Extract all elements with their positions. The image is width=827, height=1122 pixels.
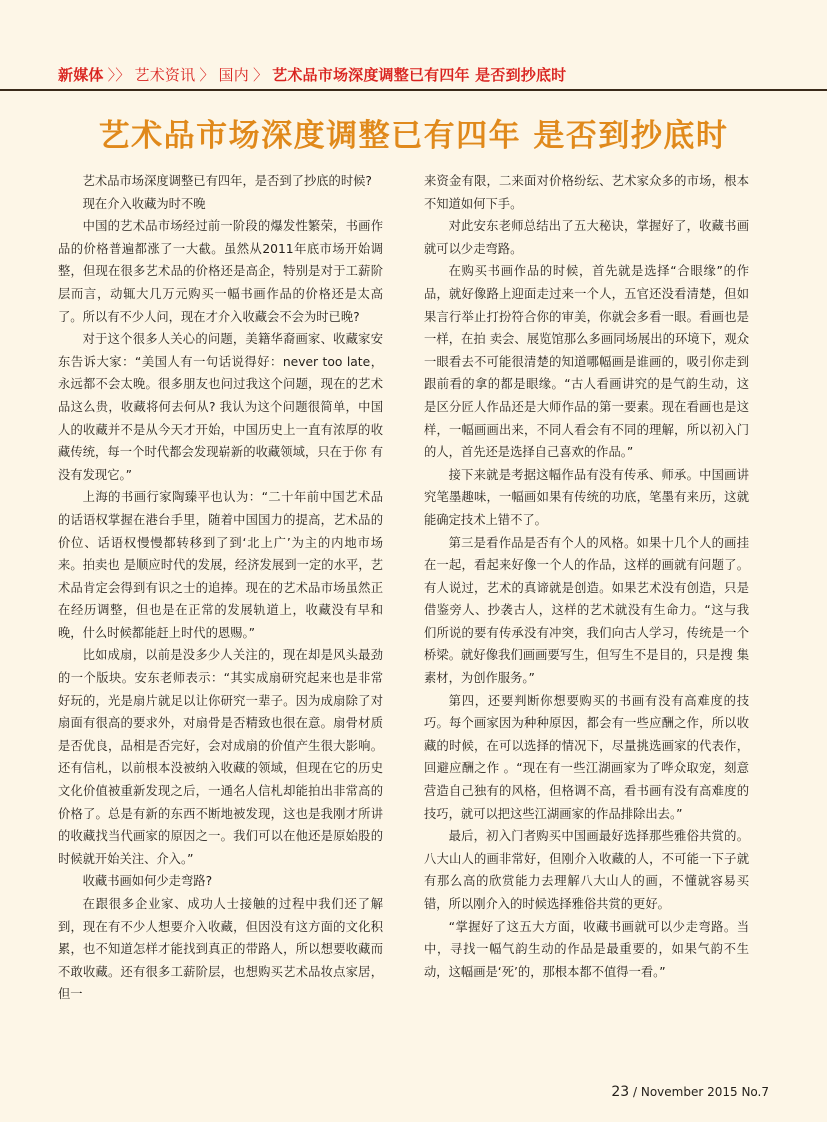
paragraph: 第三是看作品是否有个人的风格。如果十几个人的画挂在一起，看起来好像一个人的作品，这样的画就有问题了。有人说过，艺术的真谛就是创造。如果艺术没有创造，只是借鉴旁人、抄袭古人，这样的艺术就没有生命力。“这与我们所说的要有传承没有冲突，我们向古人学习，传统是一个桥梁。就好像我们画画要写生，但写生不是目的，只是搜 集素材，为创作服务。”	[424, 535, 749, 686]
paragraph: 对此安东老师总结出了五大秘诀，掌握好了，收藏书画就可以少走弯路。	[424, 219, 749, 256]
breadcrumb-item-new-media[interactable]: 新媒体	[58, 66, 104, 84]
page-footer	[611, 1084, 769, 1100]
breadcrumb-item-current: 艺术品市场深度调整已有四年 是否到抄底时	[272, 66, 567, 84]
footer-slash: /	[632, 1085, 638, 1099]
header-divider	[0, 89, 827, 91]
paragraph: 上海的书画行家陶臻平也认为：“二十年前中国艺术品的话语权掌握在港台手里，随着中国国力的提高，艺术品的价位、话语权慢慢都转移到了到‘北上广’为主的内地市场来。拍卖也 是顺应时代的发展，经济发展到一定的水平，艺术品肯定会得到有识之士的追捧。现在的艺术品市场虽然正在经历调整，但也是在正常的发展轨道上，收藏没有早和晚，什么时候都能赶上时代的恩赐。”	[58, 490, 383, 640]
page-top-margin	[0, 0, 827, 58]
article-title: 艺术品市场深度调整已有四年 是否到抄底时	[98, 118, 729, 154]
breadcrumb-separator: 〉	[199, 66, 215, 84]
paragraph: 接下来就是考据这幅作品有没有传承、师承。中国画讲究笔墨趣味，一幅画如果有传统的功底，笔墨有来历，这就能确定技术上错不了。	[424, 467, 749, 527]
article-right-column	[424, 170, 749, 983]
article-left-column	[58, 170, 383, 1006]
page-number: 23	[611, 1084, 630, 1100]
paragraph: 中国的艺术品市场经过前一阶段的爆发性繁荣，书画作品的价格普遍都涨了一大截。虽然从2011年底市场开始调整，但现在很多艺术品的价格还是高企，特别是对于工薪阶层而言，动辄大几万元购买一幅书画作品的价格还是太高了。所以有不少人问，现在才介入收藏会不会为时已晚?	[58, 219, 383, 324]
paragraph: 比如成扇，以前是没多少人关注的，现在却是风头最劲的一个版块。安东老师表示：“其实成扇研究起来也是非常好玩的，光是扇片就足以让你研究一辈子。因为成扇除了对扇面有很高的要求外，对扇骨是否精致也很在意。扇骨材质是否优良，品相是否完好，会对成扇的价值产生很大影响。还有信札，以前根本没被纳入收藏的领域，但现在它的历史文化价值被重新发现之后，一通名人信札却能拍出非常高的价格了。总是有新的东西不断地被发现，这也是我刚才所讲的收藏找当代画家的原因之一。我们可以在他还是原始股的时候就开始关注、介入。”	[58, 648, 383, 866]
paragraph: 第四，还要判断你想要购买的书画有没有高难度的技巧。每个画家因为种种原因，都会有一些应酬之作，所以收藏的时候，在可以选择的情况下，尽量挑选画家的代表作，回避应酬之作 。“现在有一些江湖画家为了哗众取宠，刻意营造自己独有的风格，但格调不高，看书画有没有高难度的技巧，就可以把这些江湖画家的作品排除出去。”	[424, 693, 749, 821]
breadcrumb-separator: 〉〉	[107, 66, 131, 84]
paragraph: 艺术品市场深度调整已有四年，是否到了抄底的时候?	[82, 174, 372, 188]
paragraph: 在购买书画作品的时候，首先就是选择“合眼缘”的作品，就好像路上迎面走过来一个人，五官还没看清楚，但如果言行举止打扮符合你的审美，你就会多看一眼。看画也是一样，在拍 卖会、展览馆那么多画同场展出的环境下，观众一眼看去不可能很清楚的知道哪幅画是谁画的，吸引你走到跟前看的拿的都是眼缘。“古人看画讲究的是气韵生动，这是区分匠人作品还是大师作品的第一要素。现在看画也是这样，一幅画画出来，不同人看会有不同的理解，所以初入门的人，首先还是选择自己喜欢的作品。”	[424, 264, 749, 460]
paragraph: 最后，初入门者购买中国画最好选择那些雅俗共赏的。八大山人的画非常好，但刚介入收藏的人，不可能一下子就有那么高的欣赏能力去理解八大山人的画，不懂就容易买错，所以刚介入的时候选择雅俗共赏的更好。	[424, 829, 749, 911]
paragraph: 对于这个很多人关心的问题，美籍华裔画家、收藏家安东告诉大家：“美国人有一句话说得好：never too late，永远都不会太晚。很多朋友也问过我这个问题，现在的艺术品这么贵，收藏将何去何从? 我认为这个问题很简单，中国人的收藏并不是从今天才开始，中国历史上一直有浓厚的收藏传统，每一个时代都会发现崭新的收藏领域，只在于你 有没有发现它。”	[58, 332, 383, 482]
paragraph: 在跟很多企业家、成功人士接触的过程中我们还了解到，现在有不少人想要介入收藏，但因没有这方面的文化积累，也不知道怎样才能找到真正的带路人，所以想要收藏而不敢收藏。还有很多工薪阶层，也想购买艺术品妆点家居，但一	[58, 897, 383, 1002]
breadcrumb-item-domestic[interactable]: 国内	[218, 66, 249, 84]
subheading: 现在介入收藏为时不晚	[82, 196, 206, 211]
breadcrumb-separator: 〉	[252, 66, 269, 84]
issue-label: November 2015 No.7	[640, 1085, 769, 1099]
breadcrumb	[58, 64, 566, 85]
paragraph-continued: 来资金有限，二来面对价格纷纭、艺术家众多的市场，根本不知道如何下手。	[424, 174, 749, 211]
breadcrumb-item-art-news[interactable]: 艺术资讯	[134, 66, 196, 84]
paragraph: “掌握好了这五大方面，收藏书画就可以少走弯路。当中，寻找一幅气韵生动的作品是最重要的，如果气韵不生动，这幅画是‘死’的，那根本都不值得一看。”	[424, 919, 749, 979]
subheading: 收藏书画如何少走弯路?	[82, 874, 213, 889]
